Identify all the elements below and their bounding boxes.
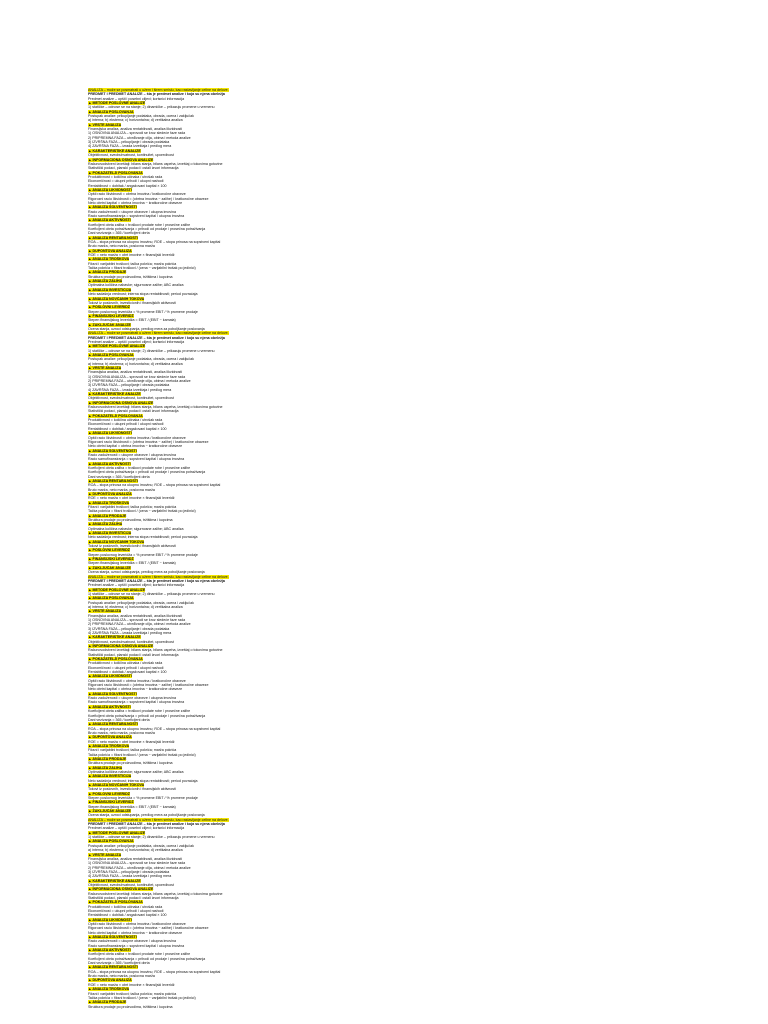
line-text: 3) IZVRŠNA FAZA – prikupljanje i obrada podataka <box>88 626 170 631</box>
line-text: 4) ZAVRŠNA FAZA – izrada izveštaja i predlog mera <box>88 387 172 392</box>
line-text: Fiksni i varijabilni troškovi; tačka pokrića; marža pokrića <box>88 261 177 266</box>
section-heading: ▲ VRSTE ANALIZA <box>88 122 122 127</box>
section-heading: ▲ ZAKLJUČAK ANALIZE <box>88 809 131 814</box>
line-text: Racio samofinansiranja = sopstveni kapital / ukupna imovina <box>88 213 185 218</box>
section-heading: ▲ ANALIZA AKTIVNOSTI <box>88 218 131 223</box>
line-text: Rentabilnost = dobitak / angažovani kapital × 100 <box>88 426 167 431</box>
text-line <box>88 1005 680 1009</box>
line-text: Statistički podaci, planski podaci i ostali izvori informacija <box>88 166 179 171</box>
line-text: Finansijska analiza, analiza rentabilnosti, analiza likvidnosti <box>88 370 183 375</box>
section-heading: ▲ POKAZATELJI POSLOVANJA <box>88 170 143 175</box>
line-text: ROE = neto marža × obrt imovine × finansijski leveridž <box>88 982 175 987</box>
line-text: PREDMET I PREDMET ANALIZE – šta je predmet analize i koja su njena obeležja <box>88 335 225 340</box>
section-heading: ▲ DUPONTOVA ANALIZA <box>88 491 132 496</box>
section-heading: ▲ ANALIZA POSLOVANJA <box>88 596 134 601</box>
section-heading: ▲ ANALIZA LIKVIDNOSTI <box>88 674 132 679</box>
line-text: Bruto marža, neto marža, poslovna marža <box>88 244 155 249</box>
section-heading: ANALIZA – može se posmatrati u užem i širem smislu, kao rastavljanje celine na delove. <box>88 88 229 92</box>
line-text: 1) statičke – odnose se na stanje; 2) dinamičke – prikazuju promene u vremenu <box>88 835 215 840</box>
section-heading: ▲ FINANSIJSKI LEVERIDŽ <box>88 557 134 562</box>
line-text: 2) PRIPREMNA FAZA – utvrđivanje cilja, obima i metoda analize <box>88 379 191 384</box>
line-text: Produktivnost = količina učinaka / utrošak rada <box>88 661 163 666</box>
line-text: Neto sadašnja vrednost; interna stopa rentabilnosti; period povraćaja <box>88 778 198 783</box>
section-heading: ▲ METODE POSLOVNE ANALIZE <box>88 830 146 835</box>
line-text: Racio zaduženosti = ukupne obaveze / ukupna imovina <box>88 939 177 944</box>
line-text: 3) IZVRŠNA FAZA – prikupljanje i obrada podataka <box>88 140 170 145</box>
section-heading: ▲ INFORMACIONA OSNOVA ANALIZE <box>88 400 154 405</box>
line-text: 2) PRIPREMNA FAZA – utvrđivanje cilja, obima i metoda analize <box>88 622 191 627</box>
line-text: Finansijska analiza, analiza rentabilnosti, analiza likvidnosti <box>88 127 183 132</box>
line-text: Stepen poslovnog leveridža = % promene EBIT / % promene prodaje <box>88 552 198 557</box>
line-text: Rigorozni racio likvidnosti = (obrtna imovina − zalihe) / kratkoročne obaveze <box>88 196 209 201</box>
line-text: 3) IZVRŠNA FAZA – prikupljanje i obrada podataka <box>88 383 170 388</box>
line-text: Ocena stanja, uzroci odstupanja, predlog mera za poboljšanje poslovanja <box>88 326 205 331</box>
section-heading: ▲ DUPONTOVA ANALIZA <box>88 735 132 740</box>
section-heading: ▲ INFORMACIONA OSNOVA ANALIZE <box>88 644 154 648</box>
section-heading: ▲ POKAZATELJI POSLOVANJA <box>88 900 143 905</box>
section-heading: ▲ ANALIZA PRODAJE <box>88 1000 127 1005</box>
line-text: Statistički podaci, planski podaci i ostali izvori informacija <box>88 409 179 414</box>
line-text: Koeficijent obrta zaliha = troškovi prodate robe / prosečne zalihe <box>88 465 191 470</box>
line-text: Bruto marža, neto marža, poslovna marža <box>88 730 155 735</box>
line-text: Objektivnost, sveobuhvatnost, kontinuitet, uporedivost <box>88 153 174 158</box>
line-text: PREDMET I PREDMET ANALIZE – šta je predmet analize i koja su njena obeležja <box>88 822 225 827</box>
line-text: Neto sadašnja vrednost; interna stopa rentabilnosti; period povraćaja <box>88 292 198 297</box>
section-heading: ▲ KARAKTERISTIKE ANALIZE <box>88 148 141 153</box>
line-text: Rentabilnost = dobitak / angažovani kapital × 100 <box>88 183 167 188</box>
line-text: Opšti racio likvidnosti = obrtna imovina / kratkoročne obaveze <box>88 192 186 197</box>
section-heading: ▲ ANALIZA AKTIVNOSTI <box>88 461 131 466</box>
line-text: 1) statičke – odnose se na stanje; 2) dinamičke – prikazuju promene u vremenu <box>88 348 215 353</box>
section-heading: ▲ POSLOVNI LEVERIDŽ <box>88 305 130 310</box>
line-text: Opšti racio likvidnosti = obrtna imovina / kratkoročne obaveze <box>88 435 186 440</box>
line-text: ROA – stopa prinosa na ukupnu imovinu; ROE – stopa prinosa na sopstveni kapital <box>88 483 221 488</box>
line-text: Opšti racio likvidnosti = obrtna imovina / kratkoročne obaveze <box>88 922 186 926</box>
line-text: Neto obrtni kapital = obrtna imovina − kratkoročne obaveze <box>88 930 183 935</box>
section-heading: ▲ ANALIZA TROŠKOVA <box>88 500 130 505</box>
line-text: Koeficijent obrta zaliha = troškovi prodate robe / prosečne zalihe <box>88 952 191 957</box>
line-text: a) interna; b) eksterna; c) horizontalna; d) vertikalna analiza <box>88 118 183 123</box>
section-heading: ▲ ANALIZA NOVČANIH TOKOVA <box>88 783 145 787</box>
line-text: Računovodstveni izveštaji: bilans stanja, bilans uspeha, izveštaj o tokovima gotovine <box>88 161 223 166</box>
section-heading: ▲ VRSTE ANALIZA <box>88 609 122 614</box>
line-text: a) interna; b) eksterna; c) horizontalna; d) vertikalna analiza <box>88 361 183 366</box>
line-text: ROE = neto marža × obrt imovine × finansijski leveridž <box>88 496 175 501</box>
section-heading: ▲ ANALIZA RENTABILNOSTI <box>88 965 138 970</box>
line-text: ROE = neto marža × obrt imovine × finansijski leveridž <box>88 739 175 744</box>
line-text: Predmet analize – opšti i posebni ciljevi; korisnici informacija <box>88 826 185 831</box>
section-heading: ▲ ANALIZA LIKVIDNOSTI <box>88 187 132 192</box>
line-text: Rentabilnost = dobitak / angažovani kapital × 100 <box>88 670 167 675</box>
section-heading: ▲ ANALIZA LIKVIDNOSTI <box>88 917 132 922</box>
line-text: 1) OSNOVNA ANALIZA – sprovodi se kroz sledeće faze rada <box>88 617 186 622</box>
line-text: Racio samofinansiranja = sopstveni kapital / ukupna imovina <box>88 943 185 948</box>
section-heading: ▲ ANALIZA ZALIHA <box>88 279 123 284</box>
line-text: Dani vezivanja = 365 / koeficijent obrta <box>88 474 150 479</box>
section-heading: ▲ ANALIZA RENTABILNOSTI <box>88 235 138 240</box>
section-heading: ▲ ANALIZA ZALIHA <box>88 765 123 770</box>
section-heading: ▲ KARAKTERISTIKE ANALIZE <box>88 878 141 883</box>
line-text: Stepen finansijskog leveridža = EBIT / (EBIT − kamata) <box>88 804 176 809</box>
section-heading: ▲ ZAKLJUČAK ANALIZE <box>88 322 131 327</box>
line-text: Neto obrtni kapital = obrtna imovina − kratkoročne obaveze <box>88 687 183 692</box>
line-text: Fiksni i varijabilni troškovi; tačka pokrića; marža pokrića <box>88 991 177 996</box>
line-text: Računovodstveni izveštaji: bilans stanja, bilans uspeha, izveštaj o tokovima gotovine <box>88 405 223 410</box>
line-text: Produktivnost = količina učinaka / utrošak rada <box>88 904 163 909</box>
section-heading: ▲ POKAZATELJI POSLOVANJA <box>88 657 143 662</box>
line-text: 1) statičke – odnose se na stanje; 2) dinamičke – prikazuju promene u vremenu <box>88 591 215 596</box>
section-heading: ▲ ANALIZA SOLVENTNOSTI <box>88 448 137 453</box>
line-text: Finansijska analiza, analiza rentabilnosti, analiza likvidnosti <box>88 856 183 861</box>
line-text: Koeficijent obrta potraživanja = prihodi od prodaje / prosečna potraživanja <box>88 956 206 961</box>
line-text: Predmet analize – opšti i posebni ciljevi; korisnici informacija <box>88 339 185 344</box>
section-heading: ▲ ANALIZA AKTIVNOSTI <box>88 704 131 709</box>
line-text: Dani vezivanja = 365 / koeficijent obrta <box>88 231 150 236</box>
section-heading: ▲ FINANSIJSKI LEVERIDŽ <box>88 313 134 318</box>
line-text: Ocena stanja, uzroci odstupanja, predlog mera za poboljšanje poslovanja <box>88 813 205 818</box>
line-text: Ekonomičnost = ukupni prihodi / ukupni rashodi <box>88 422 164 427</box>
line-text: 1) statičke – odnose se na stanje; 2) dinamičke – prikazuju promene u vremenu <box>88 105 215 110</box>
section-heading: ▲ ANALIZA ZALIHA <box>88 522 123 527</box>
section-heading: ▲ POSLOVNI LEVERIDŽ <box>88 791 130 796</box>
line-text: 1) OSNOVNA ANALIZA – sprovodi se kroz sledeće faze rada <box>88 131 186 136</box>
line-text: Racio zaduženosti = ukupne obaveze / ukupna imovina <box>88 452 177 457</box>
section-heading: ▲ METODE POSLOVNE ANALIZE <box>88 344 146 349</box>
line-text: Ocena stanja, uzroci odstupanja, predlog mera za poboljšanje poslovanja <box>88 570 205 575</box>
line-text: Struktura prodaje po proizvodima, tržištima i kupcima <box>88 761 173 766</box>
line-text: Racio zaduženosti = ukupne obaveze / ukupna imovina <box>88 209 177 214</box>
section-heading: ▲ METODE POSLOVNE ANALIZE <box>88 587 146 592</box>
line-text: PREDMET I PREDMET ANALIZE – šta je predmet analize i koja su njena obeležja <box>88 92 225 97</box>
section-heading: ▲ KARAKTERISTIKE ANALIZE <box>88 635 141 640</box>
line-text: Struktura prodaje po proizvodima, tržištima i kupcima <box>88 1004 173 1009</box>
section-heading: ▲ ANALIZA INVESTICIJA <box>88 774 132 779</box>
line-text: Ekonomičnost = ukupni prihodi / ukupni rashodi <box>88 179 164 184</box>
section-heading: ▲ ANALIZA RENTABILNOSTI <box>88 722 138 727</box>
line-text: 4) ZAVRŠNA FAZA – izrada izveštaja i predlog mera <box>88 874 172 879</box>
line-text: Rigorozni racio likvidnosti = (obrtna imovina − zalihe) / kratkoročne obaveze <box>88 926 209 931</box>
line-text: Finansijska analiza, analiza rentabilnosti, analiza likvidnosti <box>88 613 183 618</box>
line-text: Optimalna količina nabavke; sigurnosne zalihe; ABC analiza <box>88 526 184 531</box>
line-text: Predmet analize – opšti i posebni ciljevi; korisnici informacija <box>88 96 185 101</box>
line-text: Struktura prodaje po proizvodima, tržištima i kupcima <box>88 518 173 523</box>
section-heading: ▲ ANALIZA INVESTICIJA <box>88 531 132 536</box>
line-text: Struktura prodaje po proizvodima, tržištima i kupcima <box>88 274 173 279</box>
line-text: ROE = neto marža × obrt imovine × finansijski leveridž <box>88 253 175 258</box>
section-heading: ▲ ANALIZA TROŠKOVA <box>88 987 130 992</box>
line-text: Tačka pokrića = fiksni troškovi / (cena − varijabilni trošak po jedinici) <box>88 266 196 271</box>
section-heading: ▲ DUPONTOVA ANALIZA <box>88 978 132 983</box>
line-text: a) interna; b) eksterna; c) horizontalna; d) vertikalna analiza <box>88 848 183 853</box>
section-heading: ▲ METODE POSLOVNE ANALIZE <box>88 101 146 106</box>
section-heading: ▲ ANALIZA RENTABILNOSTI <box>88 478 138 483</box>
line-text: Postupak analize: prikupljanje podataka, obrada, ocena i zaključak <box>88 843 194 848</box>
line-text: Statistički podaci, planski podaci i ostali izvori informacija <box>88 895 179 900</box>
line-text: Stepen finansijskog leveridža = EBIT / (EBIT − kamata) <box>88 318 176 323</box>
section-heading: ▲ ZAKLJUČAK ANALIZE <box>88 565 131 570</box>
section-heading: ▲ ANALIZA PRODAJE <box>88 270 127 275</box>
line-text: Opšti racio likvidnosti = obrtna imovina / kratkoročne obaveze <box>88 678 186 683</box>
section-heading: ▲ ANALIZA POSLOVANJA <box>88 839 134 844</box>
line-text: Dani vezivanja = 365 / koeficijent obrta <box>88 717 150 722</box>
section-heading: ▲ ANALIZA NOVČANIH TOKOVA <box>88 539 145 544</box>
section-heading: ▲ FINANSIJSKI LEVERIDŽ <box>88 800 134 805</box>
section-heading: ▲ ANALIZA INVESTICIJA <box>88 287 132 292</box>
line-text: Koeficijent obrta zaliha = troškovi prodate robe / prosečne zalihe <box>88 709 191 714</box>
section-heading: ▲ ANALIZA LIKVIDNOSTI <box>88 431 132 436</box>
line-text: 4) ZAVRŠNA FAZA – izrada izveštaja i predlog mera <box>88 144 172 149</box>
section-heading: ▲ VRSTE ANALIZA <box>88 366 122 370</box>
line-text: Postupak analize: prikupljanje podataka, obrada, ocena i zaključak <box>88 600 194 605</box>
line-text: 2) PRIPREMNA FAZA – utvrđivanje cilja, obima i metoda analize <box>88 865 191 870</box>
section-heading: ▲ ANALIZA PRODAJE <box>88 513 127 518</box>
line-text: Fiksni i varijabilni troškovi; tačka pokrića; marža pokrića <box>88 748 177 753</box>
line-text: Dani vezivanja = 365 / koeficijent obrta <box>88 961 150 966</box>
line-text: Bruto marža, neto marža, poslovna marža <box>88 487 155 492</box>
line-text: Ekonomičnost = ukupni prihodi / ukupni rashodi <box>88 665 164 670</box>
line-text: Objektivnost, sveobuhvatnost, kontinuitet, uporedivost <box>88 882 174 887</box>
line-text: Objektivnost, sveobuhvatnost, kontinuitet, uporedivost <box>88 639 174 644</box>
line-text: Optimalna količina nabavke; sigurnosne zalihe; ABC analiza <box>88 283 184 288</box>
line-text: Neto obrtni kapital = obrtna imovina − kratkoročne obaveze <box>88 444 183 449</box>
line-text: ROA – stopa prinosa na ukupnu imovinu; ROE – stopa prinosa na sopstveni kapital <box>88 240 221 245</box>
line-text: Stepen poslovnog leveridža = % promene EBIT / % promene prodaje <box>88 309 198 314</box>
line-text: Koeficijent obrta potraživanja = prihodi od prodaje / prosečna potraživanja <box>88 470 206 475</box>
line-text: Rentabilnost = dobitak / angažovani kapital × 100 <box>88 913 167 918</box>
line-text: Racio samofinansiranja = sopstveni kapital / ukupna imovina <box>88 700 185 705</box>
line-text: ROA – stopa prinosa na ukupnu imovinu; ROE – stopa prinosa na sopstveni kapital <box>88 726 221 731</box>
line-text: Tokovi iz poslovnih, investicionih i finansijskih aktivnosti <box>88 544 176 549</box>
line-text: Koeficijent obrta potraživanja = prihodi od prodaje / prosečna potraživanja <box>88 713 206 718</box>
line-text: Tačka pokrića = fiksni troškovi / (cena − varijabilni trošak po jedinici) <box>88 509 196 514</box>
line-text: a) interna; b) eksterna; c) horizontalna; d) vertikalna analiza <box>88 604 183 609</box>
line-text: 2) PRIPREMNA FAZA – utvrđivanje cilja, obima i metoda analize <box>88 135 191 140</box>
line-text: Ekonomičnost = ukupni prihodi / ukupni rashodi <box>88 908 164 913</box>
line-text: Racio zaduženosti = ukupne obaveze / ukupna imovina <box>88 696 177 701</box>
line-text: 1) OSNOVNA ANALIZA – sprovodi se kroz sledeće faze rada <box>88 374 186 379</box>
line-text: Statistički podaci, planski podaci i ostali izvori informacija <box>88 652 179 657</box>
line-text: Rigorozni racio likvidnosti = (obrtna imovina − zalihe) / kratkoročne obaveze <box>88 439 209 444</box>
section-heading: ▲ ANALIZA PRODAJE <box>88 756 127 761</box>
line-text: Računovodstveni izveštaji: bilans stanja, bilans uspeha, izveštaj o tokovima gotovine <box>88 891 223 896</box>
line-text: Stepen finansijskog leveridža = EBIT / (EBIT − kamata) <box>88 561 176 566</box>
line-text: Predmet analize – opšti i posebni ciljevi; korisnici informacija <box>88 583 185 588</box>
section-heading: ▲ ANALIZA SOLVENTNOSTI <box>88 691 137 696</box>
section-heading: ANALIZA – može se posmatrati u užem i širem smislu, kao rastavljanje celine na delove. <box>88 574 229 579</box>
line-text: Koeficijent obrta zaliha = troškovi prodate robe / prosečne zalihe <box>88 222 191 227</box>
line-text: Optimalna količina nabavke; sigurnosne zalihe; ABC analiza <box>88 769 184 774</box>
line-text: Rigorozni racio likvidnosti = (obrtna imovina − zalihe) / kratkoročne obaveze <box>88 683 209 688</box>
line-text: 1) OSNOVNA ANALIZA – sprovodi se kroz sledeće faze rada <box>88 861 186 866</box>
section-heading: ▲ ANALIZA TROŠKOVA <box>88 743 130 748</box>
line-text: Produktivnost = količina učinaka / utrošak rada <box>88 174 163 179</box>
line-text: Racio samofinansiranja = sopstveni kapital / ukupna imovina <box>88 457 185 462</box>
line-text: Postupak analize: prikupljanje podataka, obrada, ocena i zaključak <box>88 357 194 362</box>
line-text: Tačka pokrića = fiksni troškovi / (cena − varijabilni trošak po jedinici) <box>88 752 196 757</box>
line-text: 3) IZVRŠNA FAZA – prikupljanje i obrada podataka <box>88 869 170 874</box>
line-text: Neto sadašnja vrednost; interna stopa rentabilnosti; period povraćaja <box>88 535 198 540</box>
section-heading: ▲ POSLOVNI LEVERIDŽ <box>88 548 130 553</box>
line-text: Fiksni i varijabilni troškovi; tačka pokrića; marža pokrića <box>88 505 177 509</box>
section-heading: ▲ ANALIZA AKTIVNOSTI <box>88 948 131 953</box>
section-heading: ANALIZA – može se posmatrati u užem i širem smislu, kao rastavljanje celine na delove. <box>88 817 229 822</box>
line-text: Računovodstveni izveštaji: bilans stanja, bilans uspeha, izveštaj o tokovima gotovine <box>88 648 223 653</box>
line-text: PREDMET I PREDMET ANALIZE – šta je predmet analize i koja su njena obeležja <box>88 578 225 583</box>
section-heading: ▲ ANALIZA POSLOVANJA <box>88 109 134 114</box>
section-heading: ▲ DUPONTOVA ANALIZA <box>88 248 132 253</box>
section-heading: ▲ ANALIZA NOVČANIH TOKOVA <box>88 296 145 301</box>
section-heading: ▲ ANALIZA SOLVENTNOSTI <box>88 935 137 940</box>
section-heading: ▲ ANALIZA POSLOVANJA <box>88 352 134 357</box>
line-text: Tokovi iz poslovnih, investicionih i finansijskih aktivnosti <box>88 787 176 792</box>
section-heading: ▲ INFORMACIONA OSNOVA ANALIZE <box>88 887 154 892</box>
line-text: Produktivnost = količina učinaka / utrošak rada <box>88 418 163 423</box>
line-text: 4) ZAVRŠNA FAZA – izrada izveštaja i predlog mera <box>88 630 172 635</box>
section-heading: ▲ ANALIZA SOLVENTNOSTI <box>88 205 137 210</box>
section-heading: ▲ VRSTE ANALIZA <box>88 852 122 857</box>
line-text: ROA – stopa prinosa na ukupnu imovinu; ROE – stopa prinosa na sopstveni kapital <box>88 969 221 974</box>
line-text: Neto obrtni kapital = obrtna imovina − kratkoročne obaveze <box>88 200 183 205</box>
line-text: Postupak analize: prikupljanje podataka, obrada, ocena i zaključak <box>88 114 194 119</box>
line-text: Bruto marža, neto marža, poslovna marža <box>88 974 155 979</box>
document-page <box>88 88 680 1009</box>
line-text: Objektivnost, sveobuhvatnost, kontinuitet, uporedivost <box>88 396 174 401</box>
line-text: Tokovi iz poslovnih, investicionih i finansijskih aktivnosti <box>88 300 176 305</box>
line-text: Koeficijent obrta potraživanja = prihodi od prodaje / prosečna potraživanja <box>88 227 206 231</box>
section-heading: ANALIZA – može se posmatrati u užem i širem smislu, kao rastavljanje celine na delove. <box>88 331 229 336</box>
section-heading: ▲ ANALIZA TROŠKOVA <box>88 257 130 262</box>
line-text: Tačka pokrića = fiksni troškovi / (cena − varijabilni trošak po jedinici) <box>88 995 196 1000</box>
section-heading: ▲ KARAKTERISTIKE ANALIZE <box>88 392 141 397</box>
section-heading: ▲ POKAZATELJI POSLOVANJA <box>88 413 143 418</box>
line-text: Stepen poslovnog leveridža = % promene EBIT / % promene prodaje <box>88 796 198 801</box>
section-heading: ▲ INFORMACIONA OSNOVA ANALIZE <box>88 157 154 162</box>
